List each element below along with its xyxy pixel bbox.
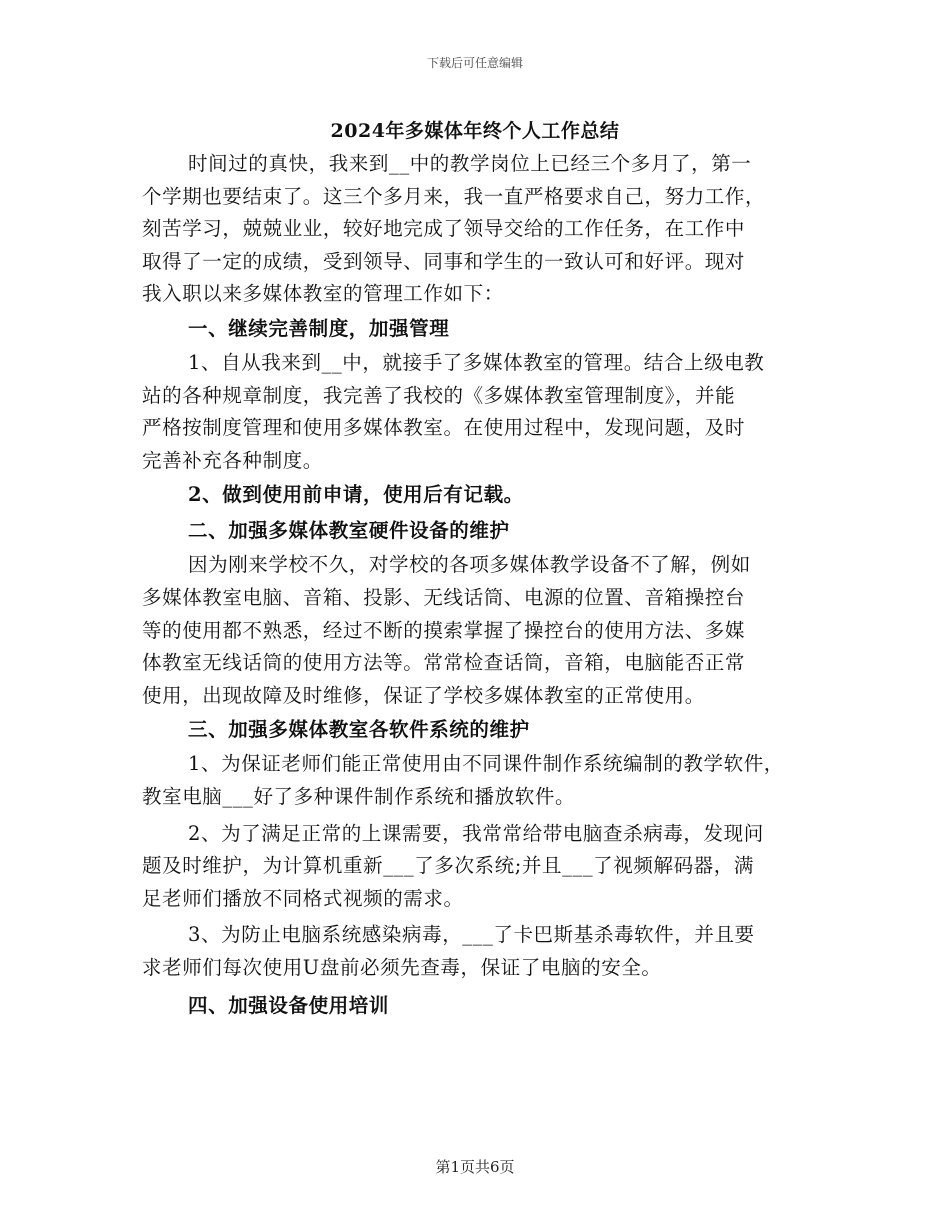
paragraph-line: 体教室无线话筒的使用方法等。常常检查话筒，音箱，电脑能否正常: [142, 651, 746, 675]
paragraph-line: 1、自从我来到__中，就接手了多媒体教室的管理。结合上级电教: [188, 350, 765, 374]
page-footer: 第1页共6页: [435, 1158, 515, 1176]
paragraph-line: 足老师们播放不同格式视频的需求。: [142, 886, 464, 910]
paragraph-line: 教室电脑___好了多种课件制作系统和播放软件。: [142, 784, 576, 808]
paragraph-line: 题及时维护，为计算机重新___了多次系统;并且___了视频解码器，满: [142, 854, 754, 878]
paragraph-line: 3、为防止电脑系统感染病毒，___了卡巴斯基杀毒软件，并且要: [188, 923, 755, 947]
paragraph-line: 个学期也要结束了。这三个多月来，我一直严格要求自己，努力工作，: [142, 184, 766, 208]
paragraph-line: 站的各种规章制度，我完善了我校的《多媒体教室管理制度》，并能: [142, 383, 736, 407]
paragraph-line: 多媒体教室电脑、音箱、投影、无线话筒、电源的位置、音箱操控台: [142, 585, 746, 609]
paragraph-line: 刻苦学习，兢兢业业，较好地完成了领导交给的工作任务，在工作中: [142, 217, 746, 241]
document-body: [142, 148, 812, 1024]
section-heading: 二、加强多媒体教室硬件设备的维护: [188, 519, 510, 543]
section-heading: 三、加强多媒体教室各软件系统的维护: [188, 718, 530, 742]
paragraph-line: 使用，出现故障及时维修，保证了学校多媒体教室的正常使用。: [142, 683, 705, 707]
paragraph-line: 完善补充各种制度。: [142, 448, 323, 472]
paragraph-line: 因为刚来学校不久，对学校的各项多媒体教学设备不了解，例如: [188, 553, 751, 577]
header-note: 下载后可任意编辑: [426, 56, 523, 70]
paragraph-line: 2、为了满足正常的上课需要，我常常给带电脑查杀病毒，发现问: [188, 821, 764, 845]
paragraph-line: 取得了一定的成绩，受到领导、同事和学生的一致认可和好评。现对: [142, 249, 746, 273]
paragraph-line: 等的使用都不熟悉，经过不断的摸索掌握了操控台的使用方法、多媒: [142, 618, 746, 642]
section-heading: 一、继续完善制度，加强管理: [188, 316, 450, 340]
section-heading: 2、做到使用前申请，使用后有记载。: [188, 483, 524, 507]
paragraph-line: 求老师们每次使用U盘前必须先查毒，保证了电脑的安全。: [142, 955, 662, 979]
document-title: 2024年多媒体年终个人工作总结: [330, 120, 620, 142]
paragraph-line: 1、为保证老师们能正常使用由不同课件制作系统编制的教学软件，: [188, 752, 784, 776]
paragraph-line: 时间过的真快，我来到__中的教学岗位上已经三个多月了，第一: [188, 152, 752, 175]
paragraph-line: 我入职以来多媒体教室的管理工作如下：: [142, 282, 504, 306]
section-heading: 四、加强设备使用培训: [188, 994, 390, 1018]
paragraph-line: 严格按制度管理和使用多媒体教室。在使用过程中，发现问题，及时: [142, 416, 746, 440]
